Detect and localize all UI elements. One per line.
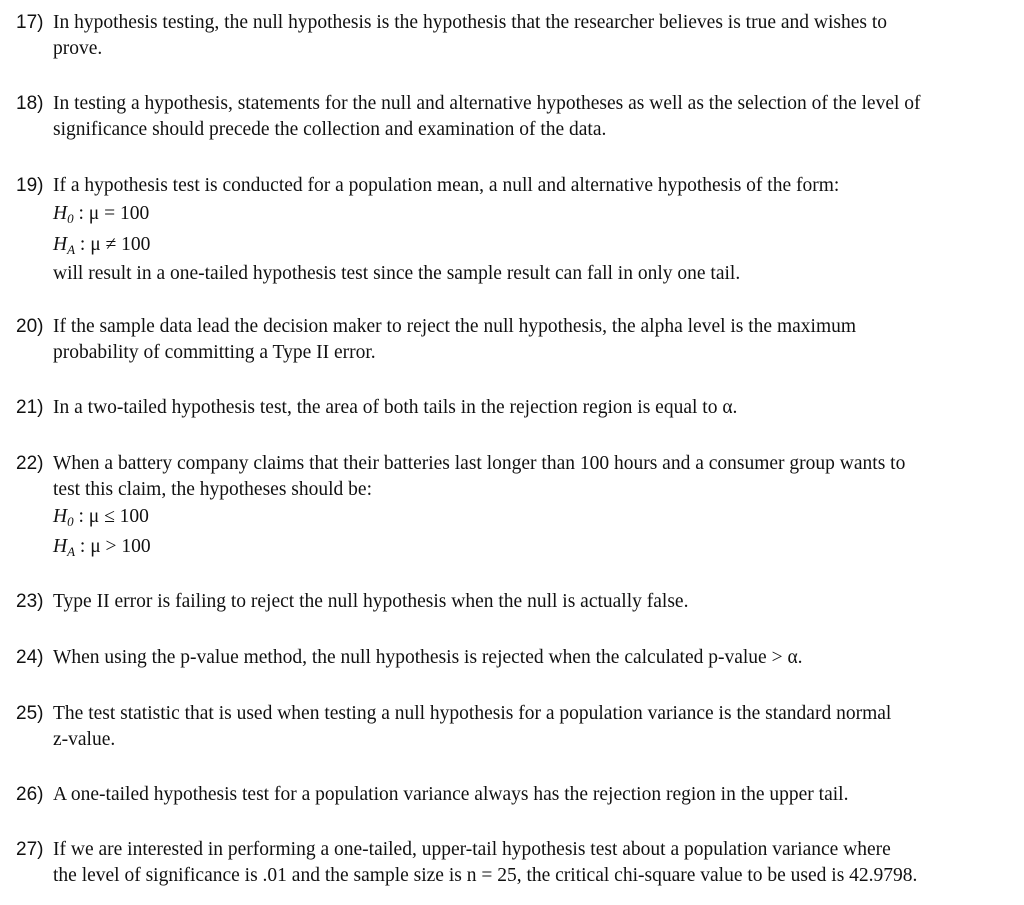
question-number: 18)	[16, 93, 44, 114]
question-number: 17)	[16, 12, 44, 33]
question-number: 24)	[16, 647, 44, 668]
question-text	[53, 314, 1013, 366]
question-text	[53, 589, 1013, 615]
question-line: prove.	[53, 38, 103, 59]
question-line: In hypothesis testing, the null hypothesis is the hypothesis that the researcher believes is true and wishes to	[53, 12, 888, 33]
question-line: If we are interested in performing a one-tailed, upper-tail hypothesis test about a population variance where	[53, 839, 891, 860]
question-line: probability of committing a Type II error.	[53, 342, 376, 363]
question-number: 19)	[16, 175, 44, 196]
question-text	[53, 395, 1013, 421]
alternative-hypothesis: $H_A$ : μ ≠ 100	[53, 234, 151, 257]
question-line: test this claim, the hypotheses should be:	[53, 479, 372, 500]
question-line: significance should precede the collection and examination of the data.	[53, 119, 607, 140]
question-number: 22)	[16, 453, 44, 474]
question-text	[53, 701, 1013, 753]
null-hypothesis: $H_0$ : μ ≤ 100	[53, 506, 149, 529]
question-line: In testing a hypothesis, statements for the null and alternative hypotheses as well as the selection of the level of	[53, 93, 921, 114]
null-hypothesis: $H_0$ : μ = 100	[53, 203, 150, 226]
question-number: 20)	[16, 316, 44, 337]
question-text	[53, 91, 1013, 143]
question-number: 27)	[16, 839, 44, 860]
question-text	[53, 782, 1013, 808]
question-text	[53, 645, 1013, 671]
question-number: 23)	[16, 591, 44, 612]
question-number: 26)	[16, 784, 44, 805]
question-line: z-value.	[53, 729, 116, 750]
question-line: In a two-tailed hypothesis test, the area of both tails in the rejection region is equal to α.	[53, 397, 738, 418]
question-text	[53, 173, 1013, 287]
alternative-hypothesis: $H_A$ : μ > 100	[53, 536, 151, 559]
question-line: Type II error is failing to reject the null hypothesis when the null is actually false.	[53, 591, 689, 612]
question-text	[53, 837, 1013, 889]
question-line: When a battery company claims that their batteries last longer than 100 hours and a consumer group wants to	[53, 453, 906, 474]
question-line: the level of significance is .01 and the sample size is n = 25, the critical chi-square value to be used is 42.9798.	[53, 865, 918, 886]
question-text	[53, 451, 1013, 561]
question-text	[53, 10, 1013, 62]
question-line: If the sample data lead the decision maker to reject the null hypothesis, the alpha level is the maximum	[53, 316, 857, 337]
question-number: 25)	[16, 703, 44, 724]
question-line: When using the p-value method, the null hypothesis is rejected when the calculated p-value > α.	[53, 647, 803, 668]
question-line: will result in a one-tailed hypothesis test since the sample result can fall in only one tail.	[53, 263, 741, 284]
question-number: 21)	[16, 397, 44, 418]
question-line: If a hypothesis test is conducted for a population mean, a null and alternative hypothesis of the form:	[53, 175, 840, 196]
question-line: The test statistic that is used when testing a null hypothesis for a population variance is the standard normal	[53, 703, 892, 724]
question-line: A one-tailed hypothesis test for a population variance always has the rejection region in the upper tail.	[53, 784, 849, 805]
